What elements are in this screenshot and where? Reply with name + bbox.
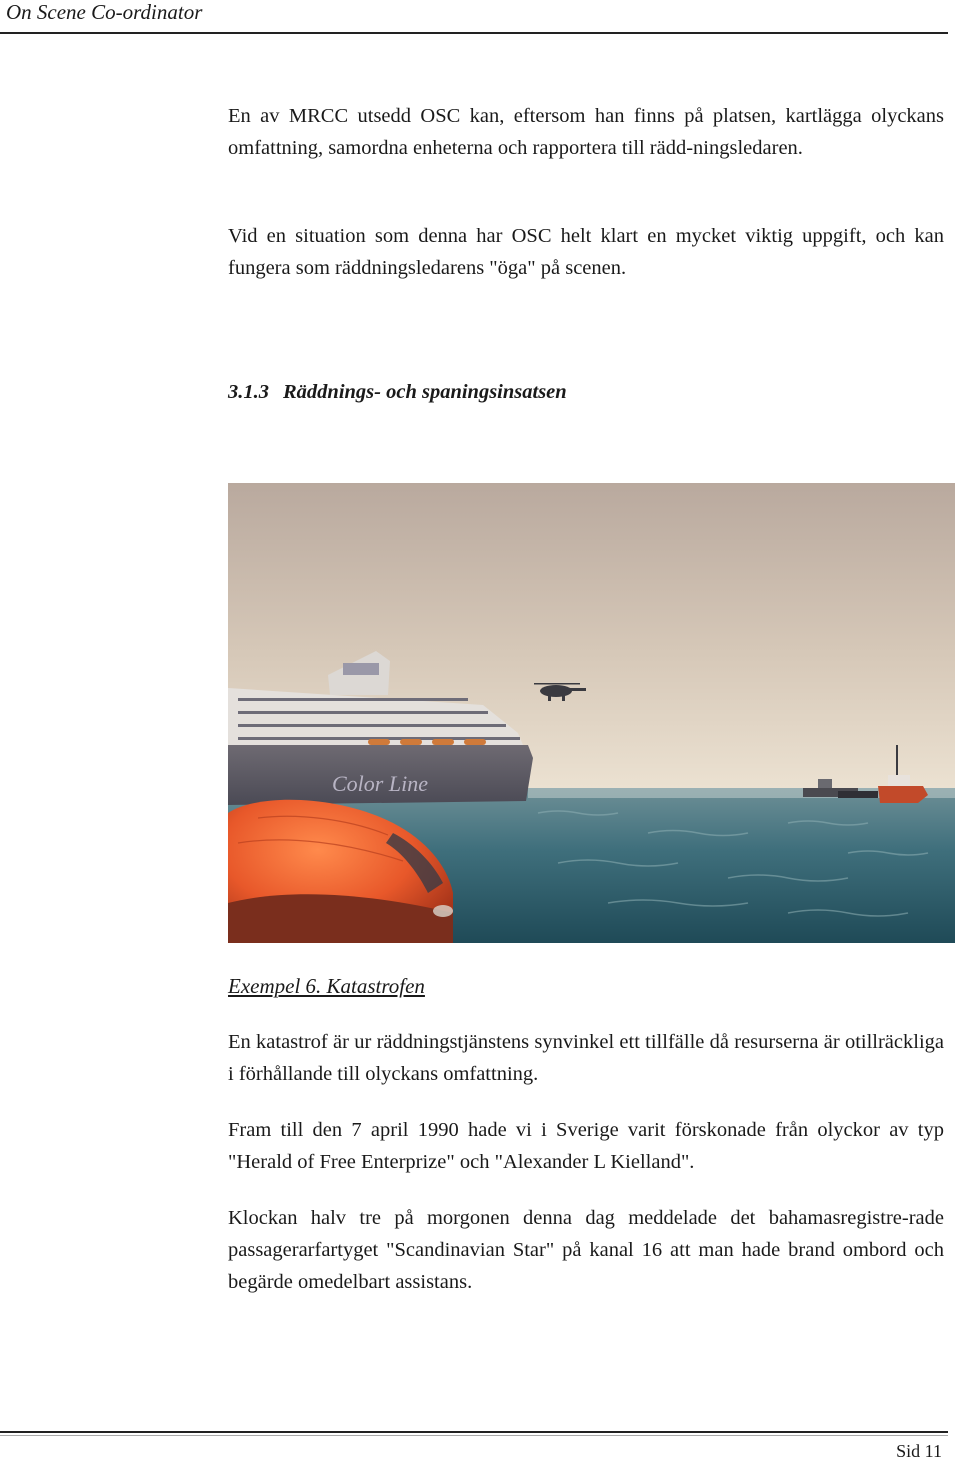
section-heading [228,376,567,408]
running-title: On Scene Co-ordinator [6,0,203,24]
rescue-photo [228,483,955,943]
paragraph-osc-role: En av MRCC utsedd OSC kan, eftersom han finns på platsen, kartlägga olyckans omfattning, samordna enheterna och rapportera till rädd-ningsledaren. [228,105,944,159]
example-caption: Exempel 6. Katastrofen [228,974,425,998]
section-number: 3.1.3 [228,381,269,403]
paragraph-scandinavian-star: Klockan halv tre på morgonen denna dag meddelade det bahamasregistre-rade passagerarfartyget "Scandinavian Star" på kanal 16 att man hade brand ombord och begärde omedelbart assistans. [228,1207,944,1293]
footer-rule-secondary [0,1435,948,1436]
header-rule [0,32,948,34]
paragraph-osc-eye: Vid en situation som denna har OSC helt klart en mycket viktig uppgift, och kan fungera som räddningsledarens "öga" på scenen. [228,225,944,279]
hull-lettering: Color Line [332,771,428,796]
footer-rule [0,1431,948,1433]
paragraph-april-1990: Fram till den 7 april 1990 hade vi i Sverige varit förskonade från olyckor av typ "Herald of Free Enterprize" och "Alexander L Kielland". [228,1119,944,1173]
page-number: Sid 11 [896,1441,942,1461]
section-title: Räddnings- och spaningsinsatsen [283,381,567,403]
paragraph-katastrof-definition: En katastrof är ur räddningstjänstens synvinkel ett tillfälle då resurserna är otillräckliga i förhållande till olyckans omfattning. [228,1031,944,1085]
